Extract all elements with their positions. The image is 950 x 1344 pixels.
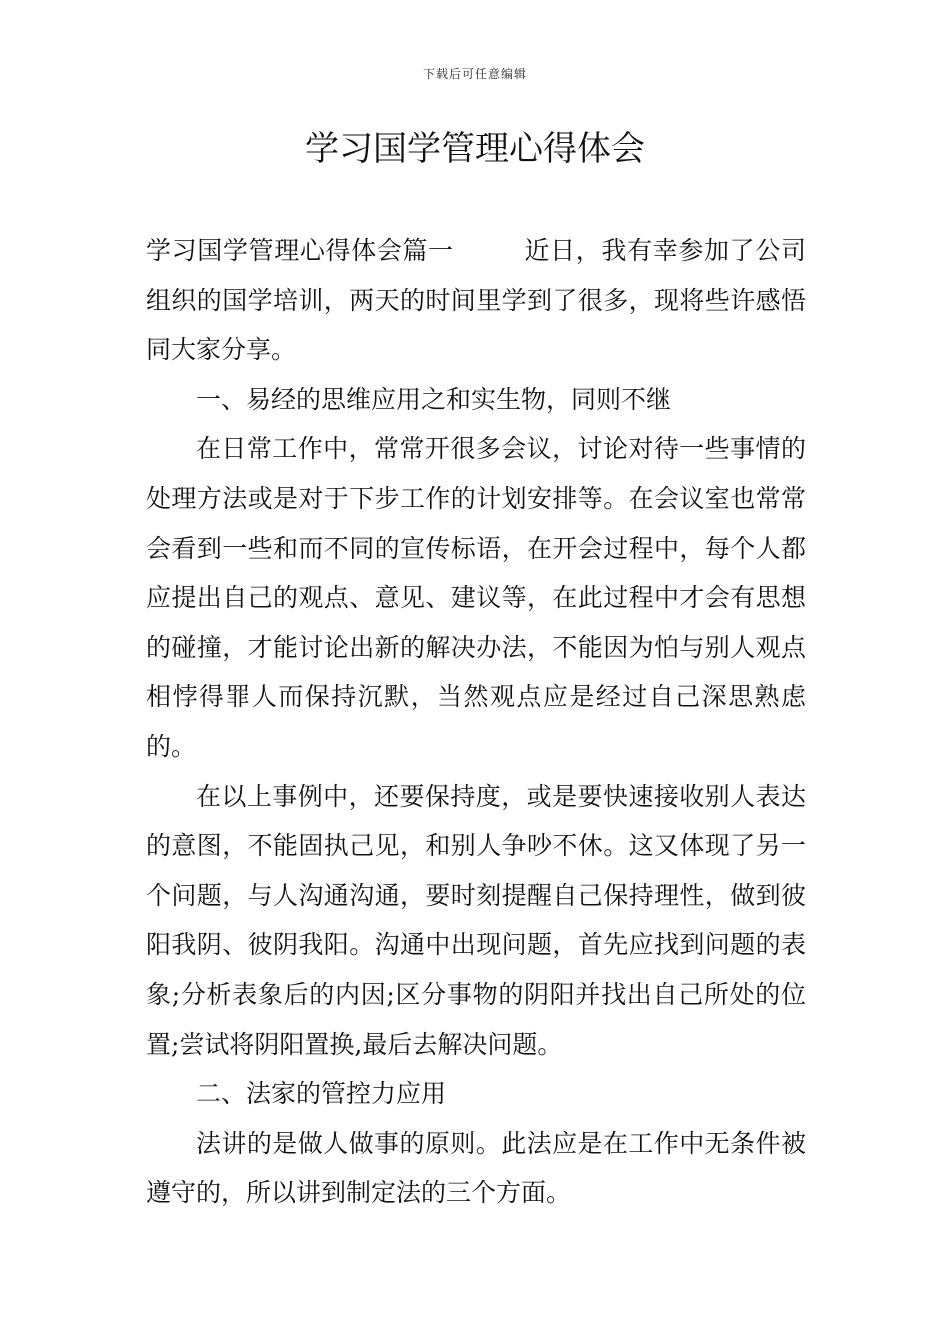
- body-paragraph-3: 法讲的是做人做事的原则。此法应是在工作中无条件被遵守的，所以讲到制定法的三个方面。: [146, 1128, 806, 1208]
- document-title: 学习国学管理心得体会: [305, 129, 645, 169]
- section-heading-2: 二、法家的管控力应用: [196, 1079, 447, 1109]
- body-paragraph-2: 在以上事例中，还要保持度，或是要快速接收别人表达的意图，不能固执己见，和别人争吵不休。这又体现了另一个问题，与人沟通沟通，要时刻提醒自己保持理性，做到彼阳我阴、彼阴我阳。沟通中出现问题，首先应找到问题的表象;分析表象后的内因;区分事物的阴阳并找出自己所处的位置;尝试将阴阳置换,最后去解决问题。: [146, 781, 806, 1059]
- intro-text: 近日，我有幸参加了公司组织的国学培训，两天的时间里学到了很多，现将些许感悟同大家分享。: [146, 236, 806, 365]
- body-paragraph-1: 在日常工作中，常常开很多会议，讨论对待一些事情的处理方法或是对于下步工作的计划安排等。在会议室也常常会看到一些和而不同的宣传标语，在开会过程中，每个人都应提出自己的观点、意见、建议等，在此过程中才会有思想的碰撞，才能讨论出新的解决办法，不能因为怕与别人观点相悖得罪人而保持沉默，当然观点应是经过自己深思熟虑的。: [146, 434, 806, 761]
- section-heading-1: 一、易经的思维应用之和实生物，同则不继: [196, 384, 672, 414]
- document-body: [146, 226, 806, 1218]
- intro-lead: 学习国学管理心得体会篇一: [146, 236, 454, 265]
- intro-paragraph: [146, 226, 806, 375]
- header-note: 下载后可任意编辑: [422, 67, 527, 81]
